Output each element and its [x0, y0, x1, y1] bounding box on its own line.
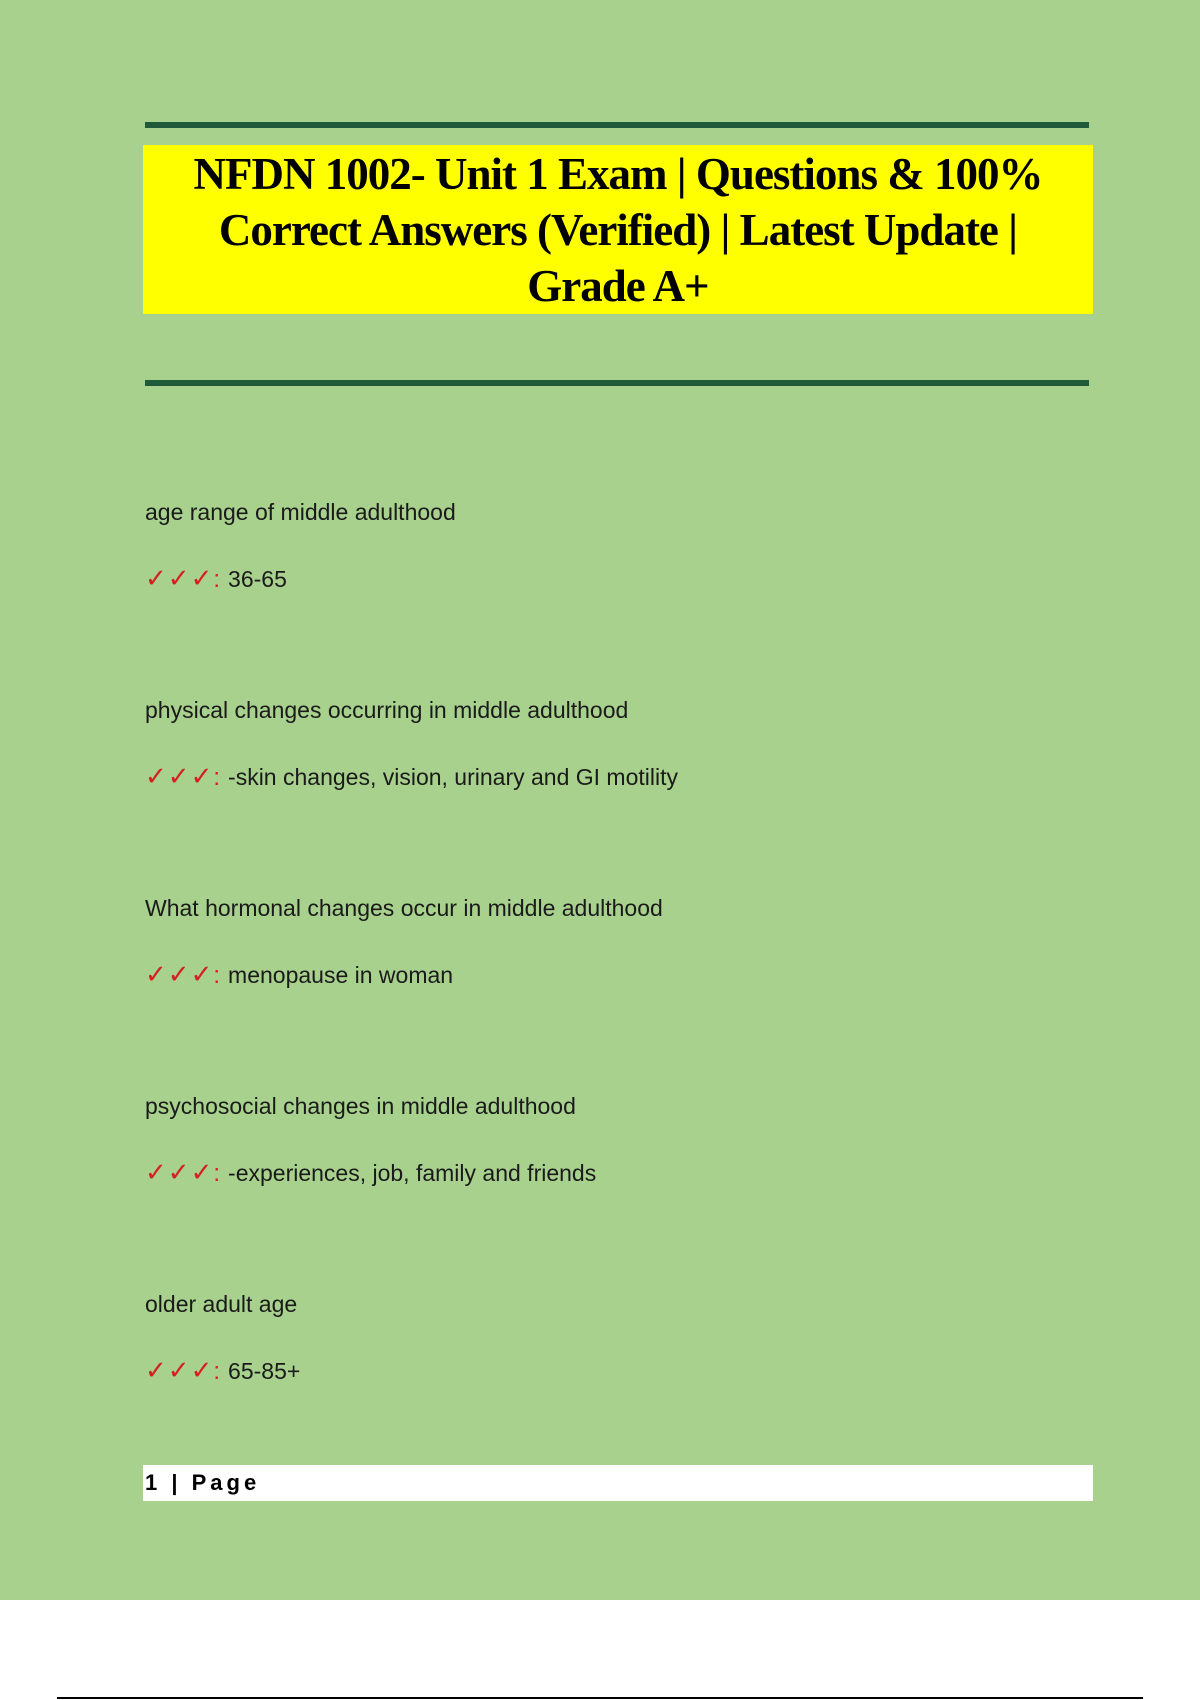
question-text: age range of middle adulthood: [145, 499, 456, 525]
qa-item: [145, 1290, 1085, 1387]
answer-text: -skin changes, vision, urinary and GI motility: [228, 764, 678, 790]
answer-text: 36-65: [228, 566, 287, 592]
checkmark-icon: ✓✓✓: [145, 1355, 214, 1385]
question-text: psychosocial changes in middle adulthood: [145, 1093, 576, 1119]
answer-line: [145, 563, 1085, 595]
answer-separator: :: [213, 764, 221, 791]
answer-line: [145, 761, 1085, 793]
answer-text: 65-85+: [228, 1358, 301, 1384]
qa-item: [145, 696, 1085, 793]
answer-line: [145, 1355, 1085, 1387]
answer-text: -experiences, job, family and friends: [228, 1160, 597, 1186]
checkmark-icon: ✓✓✓: [145, 1157, 214, 1187]
bottom-divider: [57, 1697, 1143, 1699]
page-footer: [143, 1465, 1093, 1501]
answer-separator: :: [213, 1358, 221, 1385]
title-banner: [143, 145, 1093, 314]
answer-text: menopause in woman: [228, 962, 454, 988]
question-text: older adult age: [145, 1291, 298, 1317]
checkmark-icon: ✓✓✓: [145, 761, 214, 791]
answer-line: [145, 959, 1085, 991]
checkmark-icon: ✓✓✓: [145, 959, 214, 989]
checkmark-icon: ✓✓✓: [145, 563, 214, 593]
question-text: What hormonal changes occur in middle adulthood: [145, 895, 663, 921]
qa-item: [145, 1092, 1085, 1189]
answer-line: [145, 1157, 1085, 1189]
top-divider: [145, 122, 1089, 128]
answer-separator: :: [213, 962, 221, 989]
document-title: NFDN 1002- Unit 1 Exam | Questions & 100% Correct Answers (Verified) | Latest Update | Grade A+: [193, 148, 1043, 311]
answer-separator: :: [213, 1160, 221, 1187]
qa-item: [145, 498, 1085, 595]
qa-item: [145, 894, 1085, 991]
question-text: physical changes occurring in middle adulthood: [145, 697, 629, 723]
page-number: 1 | Page: [145, 1470, 261, 1495]
title-bottom-divider: [145, 380, 1089, 386]
answer-separator: :: [213, 566, 221, 593]
